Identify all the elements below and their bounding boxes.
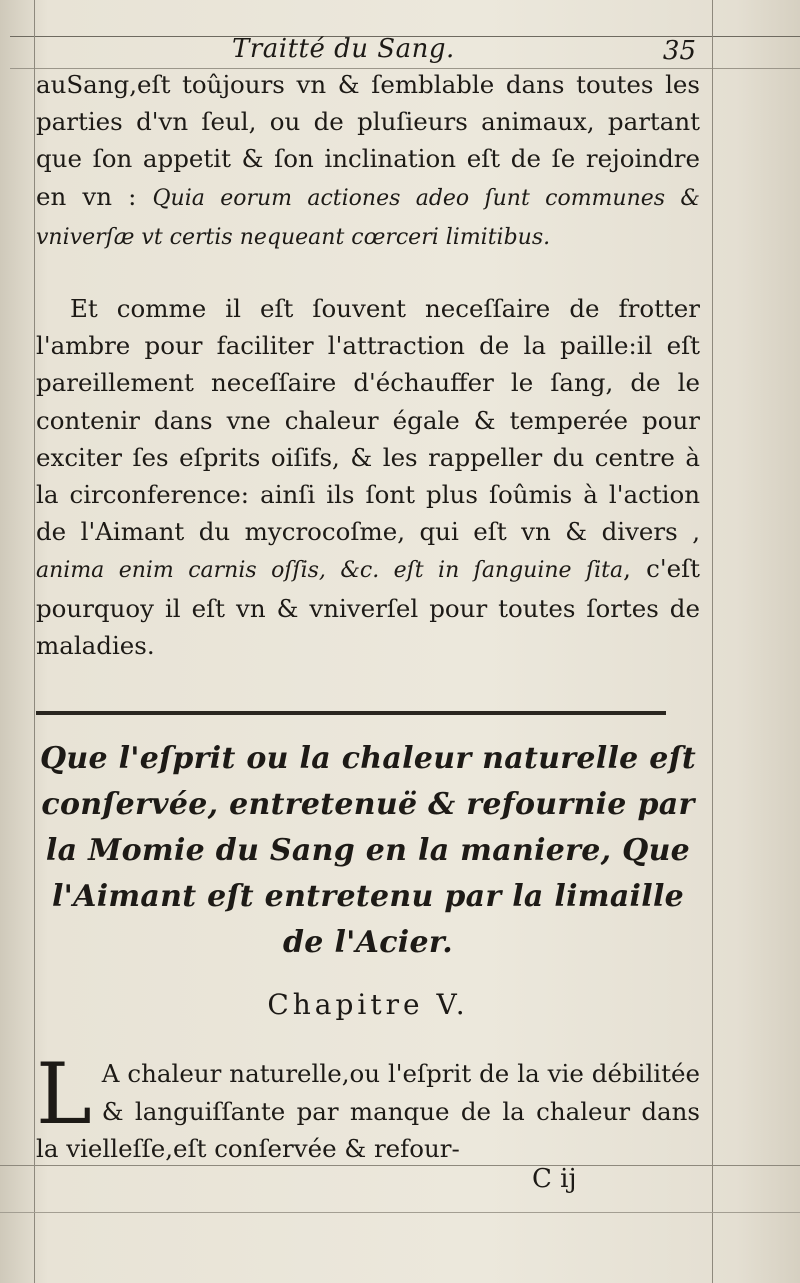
paragraph-1: [36, 66, 700, 256]
drop-cap: L: [36, 1045, 92, 1143]
chapter-heading: Chapitre V.: [267, 988, 469, 1021]
paragraph-2-text-a: Et comme il eſt ſouvent neceſſaire de frotter l'ambre pour faciliter l'attraction de la paille:il eſt pareillement neceſſaire d'échauffer le ſang, de le contenir dans vne chaleur égale & temperée pour exciter ſes eſprits oiſifs, & les rappeller du centre à la circonference: ainſi ils ſont plus ſoûmis à l'action de l'Aimant du mycrocoſme, qui eſt vn & divers ,: [36, 294, 700, 547]
section-divider: [36, 711, 666, 715]
chapter-opening-text: A chaleur naturelle,ou l'eſprit de la vie débilitée & languiſſante par manque de la chaleur dans la vielleſſe,eſt conſervée & refour-: [36, 1059, 700, 1163]
frame-line-left: [34, 0, 35, 1283]
chapter-opening: [36, 1045, 700, 1168]
frame-line-bottom-outer: [0, 1212, 800, 1213]
paragraph-2-text-b: , c'eſt pourquoy il eſt vn & vniverſel pour toutes ſortes de maladies.: [36, 554, 700, 660]
paragraph-1-latin-quote: Quia eorum actiones adeo ſunt communes & vniverſæ vt certis nequeant cœrceri limitibus.: [36, 185, 700, 250]
page-number: 35: [662, 36, 696, 66]
signature-mark: C ij: [532, 1164, 577, 1194]
section-title: Que l'eſprit ou la chaleur naturelle eſt conſervée, entretenuë & refournie par la Momie du Sang en la maniere, Que l'Aimant eſt entretenu par la limaille de l'Acier.: [39, 741, 697, 960]
paragraph-1-text: auSang,eſt toûjours vn & ſemblable dans toutes les parties d'vn ſeul, ou de pluſieurs animaux, partant que ſon appetit & ſon inclination eſt de ſe rejoindre en vn :: [36, 70, 700, 211]
running-head: Traitté du Sang.: [232, 34, 455, 64]
frame-line-right: [712, 0, 713, 1283]
paragraph-2: [36, 290, 700, 664]
page-header: [36, 34, 700, 68]
paragraph-2-latin-quote: anima enim carnis oſſis, &c. eſt in ſanguine ſita: [36, 558, 624, 584]
